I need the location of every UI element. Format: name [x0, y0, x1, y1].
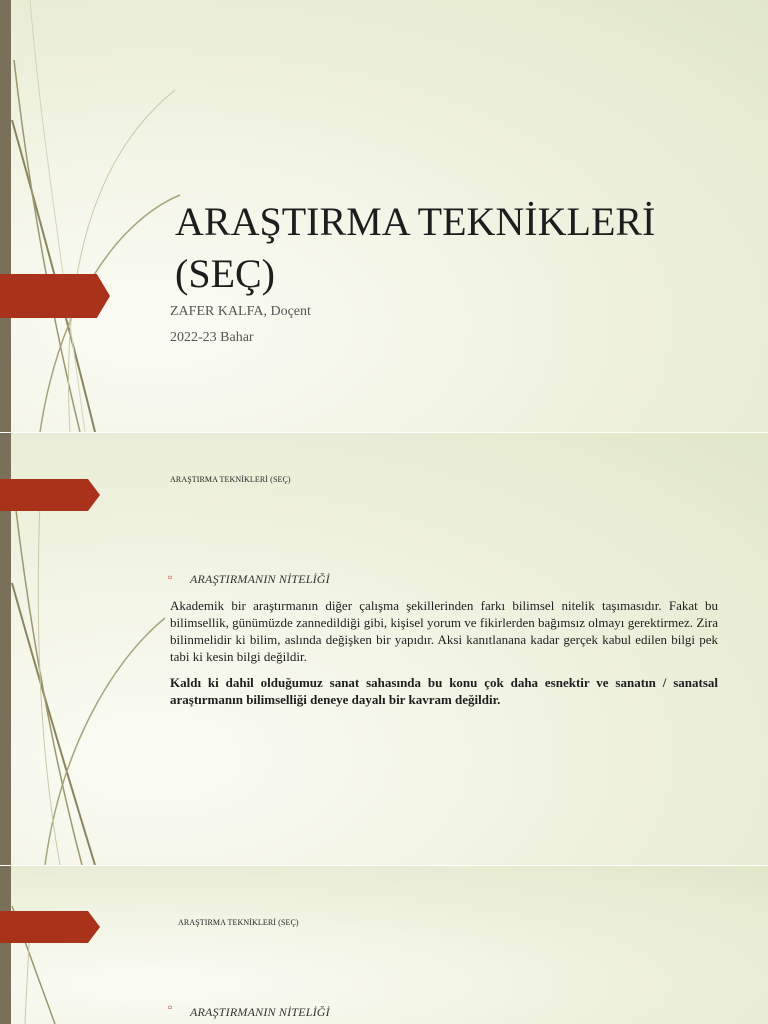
section-heading: ARAŞTIRMANIN NİTELİĞİ — [190, 1005, 330, 1019]
decorative-swoosh — [0, 0, 200, 432]
section-heading: ARAŞTIRMANIN NİTELİĞİ — [190, 572, 330, 586]
author-text: ZAFER KALFA, Doçent — [170, 304, 311, 319]
header-arrow-tab — [0, 911, 100, 943]
slide-header: ARAŞTIRMA TEKNİKLERİ (SEÇ) — [170, 475, 291, 484]
body-paragraph-1: Akademik bir araştırmanın diğer çalışma şekillerinden farkı bilimsel nitelik taşımasıdır. Fakat bu bilimsellik, günümüzde zannedildiği gibi, kişisel yorum ve fikirlerden bağımsız olmayı gerektirmez. Zira bilinmelidir ki bilim, aslında değişken bir yapıdır. Aksi kanıtlanana kadar gerçek kabul edilen bilgi pek tabi ki kesin bilgi değildir. — [170, 598, 718, 664]
title-arrow-tab — [0, 274, 110, 318]
bullet-icon: ▫ — [168, 1000, 173, 1014]
header-arrow-tab — [0, 479, 100, 511]
body-paragraph-2: Kaldı ki dahil olduğumuz sanat sahasında bu konu çok daha esnektir ve sanatın / sanatsal araştırmanın bilimselliği deneye dayalı bir kavram değildir. — [170, 675, 718, 707]
title-line-1: ARAŞTIRMA TEKNİKLERİ — [175, 199, 656, 244]
bullet-icon: ▫ — [168, 570, 173, 584]
content-slide-2 — [0, 866, 768, 1024]
slide-header: ARAŞTIRMA TEKNİKLERİ (SEÇ) — [178, 918, 299, 927]
presentation-title — [175, 196, 655, 300]
content-slide-1 — [0, 433, 768, 865]
title-slide — [0, 0, 768, 432]
term-text: 2022-23 Bahar — [170, 330, 254, 345]
title-line-2: (SEÇ) — [175, 251, 275, 296]
